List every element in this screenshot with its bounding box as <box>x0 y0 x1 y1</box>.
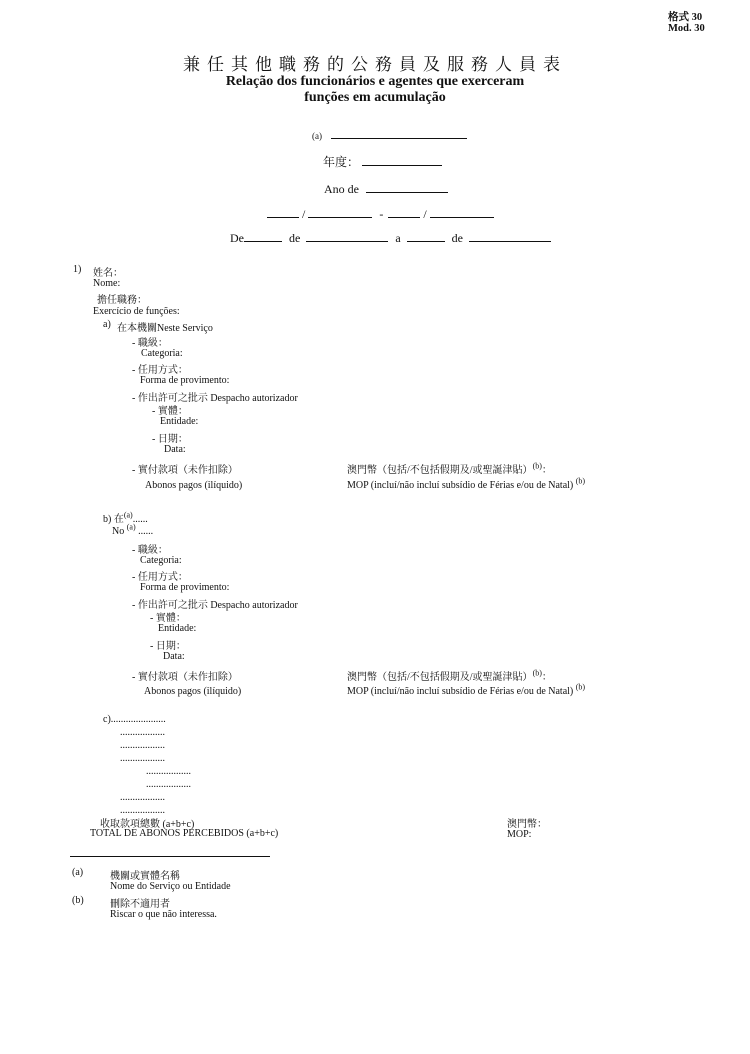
b-mop-zh-colon: ： <box>541 672 552 683</box>
b-mop-pt <box>347 682 586 697</box>
from-month-field[interactable] <box>308 206 372 218</box>
year-pt-field[interactable] <box>366 181 448 193</box>
year-pt-label: Ano de <box>324 182 359 196</box>
to-month-field[interactable] <box>430 206 494 218</box>
footnote-b-mark: (b) <box>72 895 84 906</box>
a-entity-zh: - 實體： <box>152 406 188 417</box>
b-date-zh: - 日期： <box>150 641 186 652</box>
date-range-text <box>230 230 551 246</box>
subsection-a-service: 在本機關Neste Serviço <box>117 323 213 334</box>
date-range-numeric <box>267 206 494 222</box>
subsection-b-pt <box>112 522 154 537</box>
form-code-pt: Mod. 30 <box>668 23 705 34</box>
from-day-field[interactable] <box>267 206 299 218</box>
a-appointment-pt: Forma de provimento: <box>140 375 230 386</box>
a-mop-zh-colon: ： <box>541 465 552 476</box>
de-label-2: de <box>451 231 463 245</box>
b-mop-zh-text: 澳門幣（包括/不包括假期及/或聖誕津貼） <box>347 672 533 683</box>
c-dots-7: .................. <box>120 805 165 816</box>
footnote-b-pt: Riscar o que não interessa. <box>110 909 217 920</box>
a-appointment-zh: - 任用方式： <box>132 365 188 376</box>
a-label: a <box>395 231 401 245</box>
total-pt: TOTAL DE ABONOS PERCEBIDOS (a+b+c) <box>90 828 279 839</box>
b-appointment-zh: - 任用方式： <box>132 572 188 583</box>
subsection-b-label: b) <box>103 514 112 525</box>
de-label-1: de <box>289 231 301 245</box>
year-zh-row <box>323 153 442 170</box>
title-zh: 兼任其他職務的公務員及服務人員表 <box>183 55 567 74</box>
duties-pt-label: Exercício de funções: <box>93 306 180 317</box>
year-pt-row <box>324 181 448 197</box>
name-zh-label: 姓名： <box>93 268 123 279</box>
b-zh-text: 在 <box>113 514 124 525</box>
footnote-b-zh: 刪除不適用者 <box>110 899 170 910</box>
a-date-pt: Data: <box>164 444 186 455</box>
subsection-b-zh <box>103 510 148 525</box>
a-mop-pt-text: MOP (incluí/não incluí subsídio de Férias e/ou de Natal) <box>347 480 574 491</box>
a-payments-zh: - 實付款項（未作扣除） <box>132 465 238 476</box>
b-category-zh: - 職級： <box>132 545 168 556</box>
slash-2: / <box>423 207 427 221</box>
year-zh-field[interactable] <box>362 154 442 166</box>
a-despacho: - 作出許可之批示 Despacho autorizador <box>132 393 298 404</box>
title-pt-line1: Relação dos funcionários e agentes que exerceram <box>225 74 525 89</box>
service-name-field[interactable] <box>331 127 467 139</box>
a-mop-zh <box>347 461 552 476</box>
c-dots-0: ...................... <box>110 714 166 725</box>
footnote-a-mark: (a) <box>72 867 84 878</box>
name-pt-label: Nome: <box>93 278 121 289</box>
b-no-note: (a) <box>126 522 136 532</box>
section-number: 1) <box>73 264 82 275</box>
subsection-c <box>103 714 166 725</box>
a-mop-pt <box>347 476 586 491</box>
subsection-c-label: c) <box>103 714 111 725</box>
range-dash: - <box>379 207 384 221</box>
to-day-text-field[interactable] <box>407 230 445 242</box>
from-day-text-field[interactable] <box>244 230 282 242</box>
from-month-text-field[interactable] <box>306 230 388 242</box>
a-category-pt: Categoria: <box>141 348 183 359</box>
slash-1: / <box>302 207 306 221</box>
to-month-text-field[interactable] <box>469 230 551 242</box>
a-entity-pt: Entidade: <box>160 416 199 427</box>
b-mop-pt-text: MOP (incluí/não incluí subsídio de Férias e/ou de Natal) <box>347 686 574 697</box>
c-dots-2: .................. <box>120 740 165 751</box>
footnote-separator <box>70 856 270 857</box>
total-mop-zh: 澳門幣： <box>507 819 547 830</box>
b-zh-note: (a) <box>123 510 133 520</box>
b-payments-zh: - 實付款項（未作扣除） <box>132 672 238 683</box>
b-category-pt: Categoria: <box>140 555 182 566</box>
c-dots-4: .................. <box>146 766 191 777</box>
b-mop-zh-note: (b) <box>532 668 542 678</box>
b-entity-zh: - 實體： <box>150 613 186 624</box>
title-pt-line2: funções em acumulação <box>304 90 446 105</box>
c-dots-3: .................. <box>120 753 165 764</box>
c-dots-6: .................. <box>120 792 165 803</box>
b-zh-dots: ...... <box>132 514 148 525</box>
c-dots-5: .................. <box>146 779 191 790</box>
from-de-label: De <box>230 231 244 245</box>
subsection-a-label: a) <box>103 319 111 330</box>
b-despacho: - 作出許可之批示 Despacho autorizador <box>132 600 298 611</box>
year-zh-label: 年度： <box>323 155 360 169</box>
a-category-zh: - 職級： <box>132 338 168 349</box>
b-appointment-pt: Forma de provimento: <box>140 582 230 593</box>
a-mop-zh-text: 澳門幣（包括/不包括假期及/或聖誕津貼） <box>347 465 533 476</box>
b-date-pt: Data: <box>163 651 185 662</box>
form-code-zh: 格式 30 <box>668 12 703 23</box>
to-day-field[interactable] <box>388 206 420 218</box>
b-mop-zh <box>347 668 552 683</box>
c-dots-1: .................. <box>120 727 165 738</box>
total-zh: 收取款項總數 (a+b+c) <box>100 819 195 830</box>
field-a-label: (a) <box>312 131 322 141</box>
b-mop-pt-note: (b) <box>575 682 586 692</box>
a-payments-pt: Abonos pagos (ilíquido) <box>145 480 243 491</box>
a-mop-zh-note: (b) <box>532 461 542 471</box>
duties-zh-label: 擔任職務： <box>97 295 147 306</box>
b-payments-pt: Abonos pagos (ilíquido) <box>144 686 242 697</box>
b-entity-pt: Entidade: <box>158 623 197 634</box>
b-no-dots: ...... <box>138 526 154 537</box>
total-mop-pt: MOP: <box>507 829 532 840</box>
b-no-text: No <box>112 526 125 537</box>
footnote-a-zh: 機關或實體名稱 <box>110 871 180 882</box>
footnote-a-pt: Nome do Serviço ou Entidade <box>110 881 231 892</box>
field-a-row <box>312 127 467 143</box>
a-mop-pt-note: (b) <box>575 476 586 486</box>
a-date-zh: - 日期： <box>152 434 188 445</box>
